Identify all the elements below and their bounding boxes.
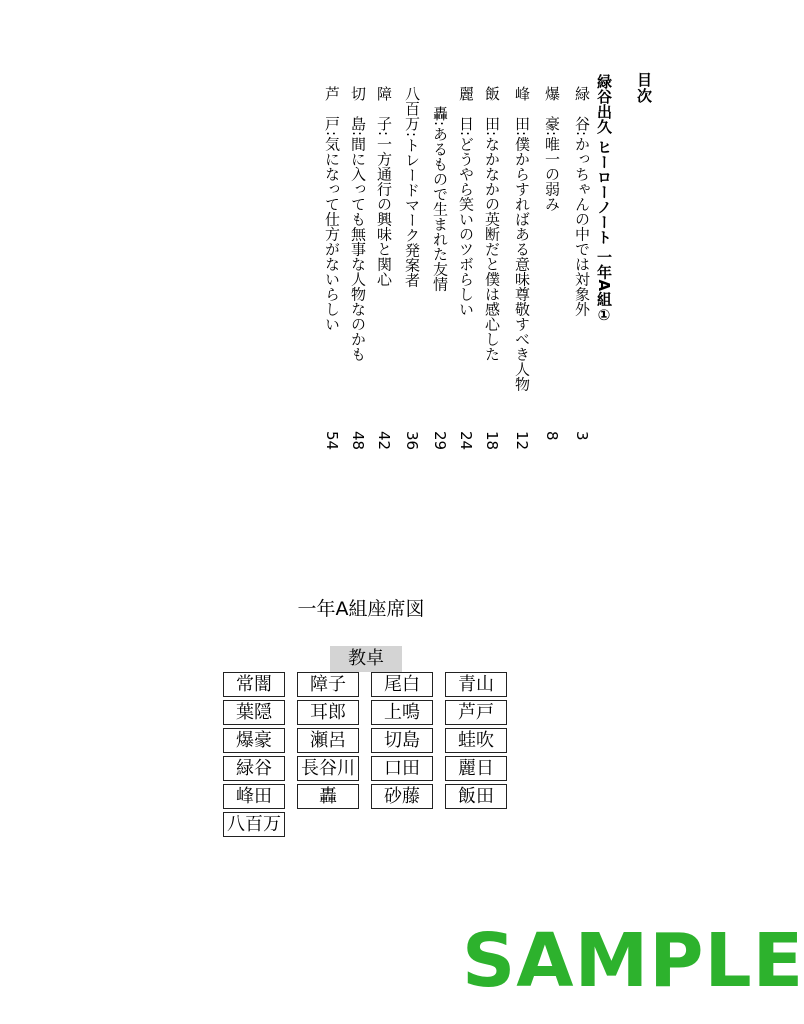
toc-entry-name: 切	[349, 86, 367, 101]
toc-entry-desc: :トレードマーク発案者	[403, 132, 421, 288]
seat: 葉隠	[223, 700, 285, 725]
toc-entry-name: 麗	[457, 86, 475, 101]
toc-entry	[480, 86, 506, 466]
seat: 障子	[297, 672, 359, 697]
toc-entry-desc: 子:一方通行の興味と関心	[375, 116, 393, 287]
seat: 瀬呂	[297, 728, 359, 753]
toc-entry-page: 29	[431, 431, 449, 451]
toc-entry	[570, 74, 613, 466]
toc-entry-desc: 日:どうやら笑いのツボらしい	[457, 116, 475, 317]
toc-entry-name: 飯	[483, 86, 501, 101]
teacher-desk: 教卓	[330, 646, 402, 672]
sample-watermark: SAMPLE	[462, 918, 804, 1004]
seat: 耳郎	[297, 700, 359, 725]
toc-entry-desc: 轟:あるもので生まれた友情	[431, 106, 449, 292]
seat: 切島	[371, 728, 433, 753]
seat: 尾白	[371, 672, 433, 697]
toc-entry-desc: 谷:かっちゃんの中では対象外	[573, 116, 591, 317]
seat: 上鳴	[371, 700, 433, 725]
toc-entry-page: 24	[457, 431, 475, 451]
seat-column	[371, 672, 433, 812]
toc-entry-page: 12	[513, 431, 531, 451]
seat: 八百万	[223, 812, 285, 837]
seat: 常闇	[223, 672, 285, 697]
toc-entry-subtitle: 緑谷出久 ヒーローノート 一年A組①	[595, 74, 613, 325]
seat: 芦戸	[445, 700, 507, 725]
toc-entry	[540, 86, 566, 466]
seat-column	[297, 672, 359, 812]
toc-entry-name: 爆	[543, 86, 561, 101]
toc-entry-page: 36	[403, 431, 421, 451]
toc-entry	[510, 86, 536, 466]
toc-entry-desc: 豪:唯一の弱み	[543, 116, 561, 212]
seat: 轟	[297, 784, 359, 809]
toc-entry	[428, 86, 454, 466]
toc-entry-name: 緑	[573, 86, 591, 101]
toc-entry-name: 八百万	[403, 86, 421, 131]
seat: 飯田	[445, 784, 507, 809]
toc-entry-name: 芦	[323, 86, 341, 101]
toc-entry	[400, 86, 426, 466]
toc-entry	[372, 86, 398, 466]
seat: 爆豪	[223, 728, 285, 753]
toc-entry-desc: 島:間に入っても無事な人物なのかも	[349, 116, 367, 362]
toc-entry-page: 8	[543, 431, 561, 441]
seat: 峰田	[223, 784, 285, 809]
toc-entry	[320, 86, 346, 466]
toc-entry-page: 48	[349, 431, 367, 451]
seat: 緑谷	[223, 756, 285, 781]
toc-entry-page: 42	[375, 431, 393, 451]
toc-title: 目次	[635, 72, 653, 104]
toc-entry-page: 18	[483, 431, 501, 451]
toc-entry	[346, 86, 372, 466]
seating-chart-title: 一年A組座席図	[297, 598, 425, 620]
seat-column	[445, 672, 507, 812]
toc-entry	[454, 86, 480, 466]
seat: 砂藤	[371, 784, 433, 809]
seat: 長谷川	[297, 756, 359, 781]
seat: 口田	[371, 756, 433, 781]
seat: 蛙吹	[445, 728, 507, 753]
toc-entry-desc: 田:僕からすればある意味尊敬すべき人物	[513, 116, 531, 392]
toc-entry-desc: 田:なかなかの英断だと僕は感心した	[483, 116, 501, 362]
toc-entry-page: 3	[573, 431, 591, 441]
toc-list	[318, 74, 618, 466]
seat-column	[223, 672, 285, 840]
toc-entry-name: 峰	[513, 86, 531, 101]
toc-entry-page: 54	[323, 431, 341, 451]
seat: 青山	[445, 672, 507, 697]
seat: 麗日	[445, 756, 507, 781]
toc-entry-name: 障	[375, 86, 393, 101]
toc-entry-desc: 戸:気になって仕方がないらしい	[323, 116, 341, 332]
